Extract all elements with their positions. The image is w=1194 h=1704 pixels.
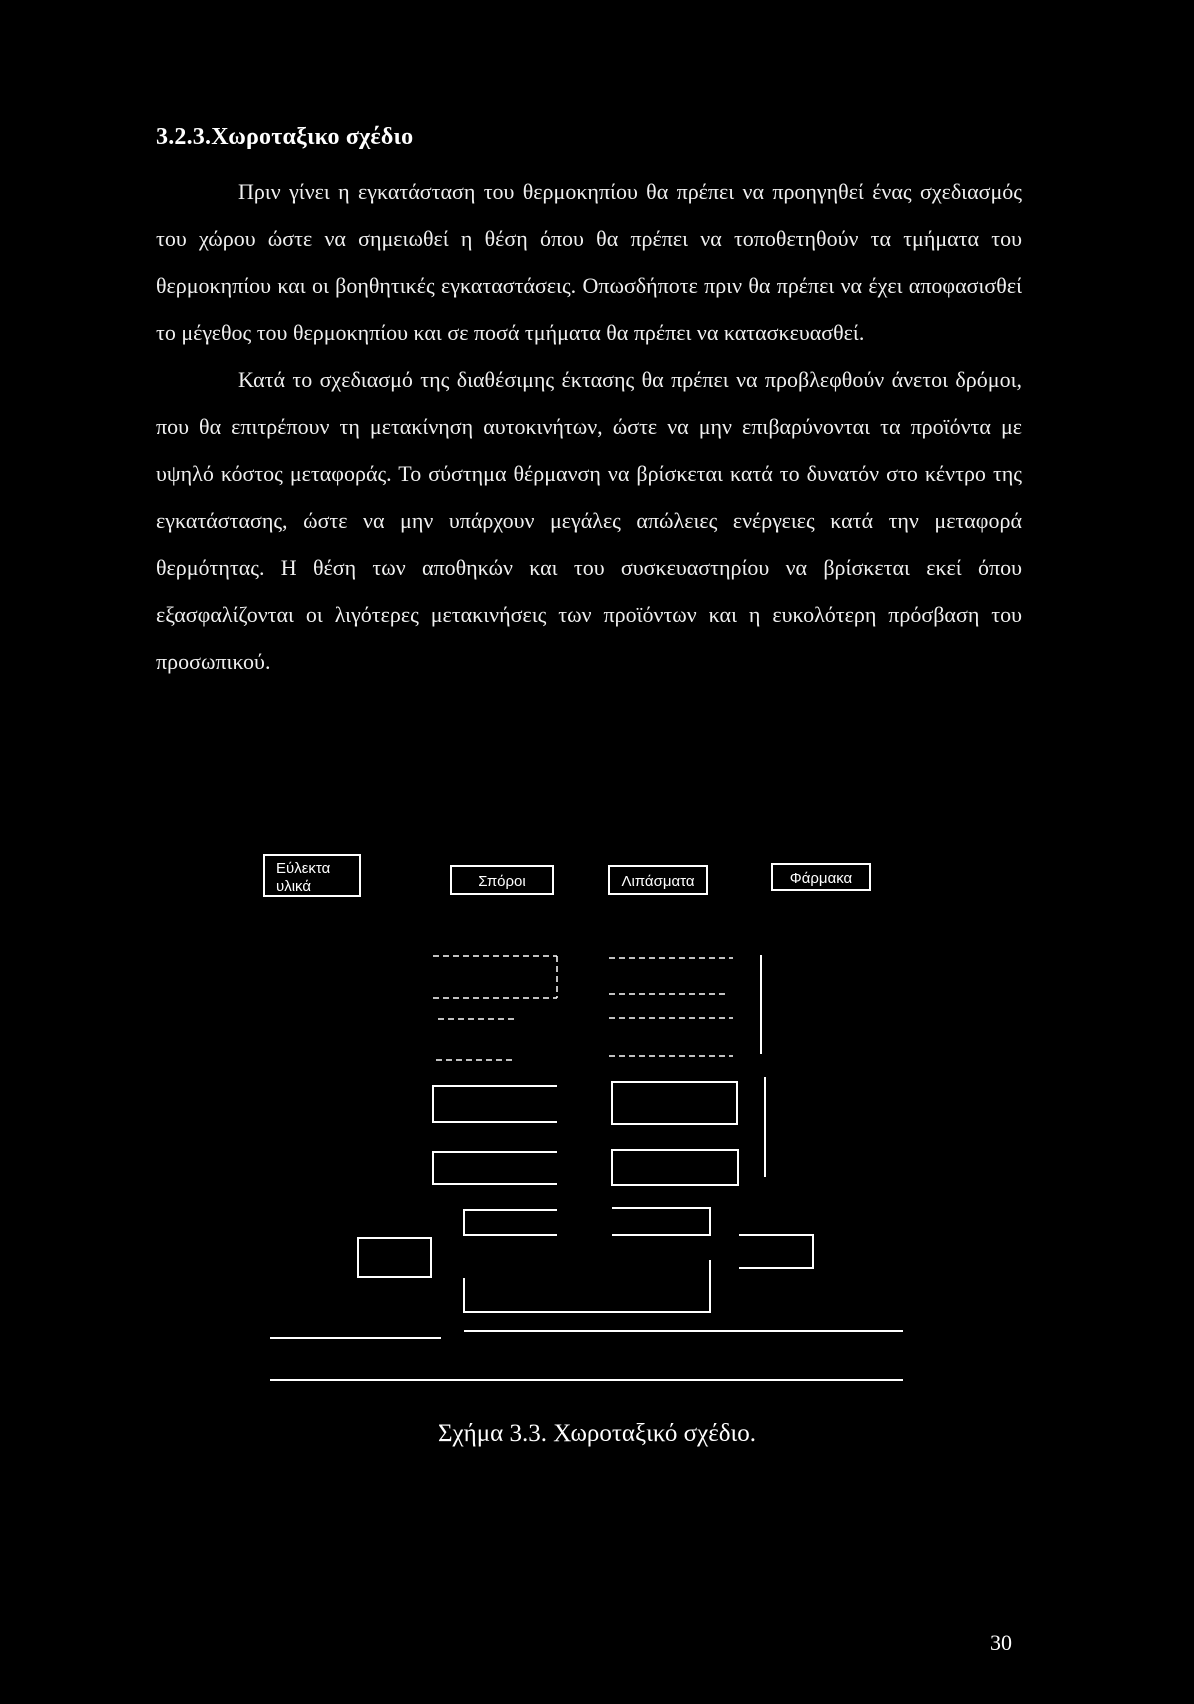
building-7 [464,1260,710,1312]
building-6 [612,1208,710,1235]
label-pesticides: Φάρμακα [789,870,853,887]
building-5 [464,1210,557,1235]
label-fertilizers-line1: Εύλεκτα [276,860,331,877]
building-2 [612,1082,737,1124]
building-4 [612,1150,738,1185]
label-seeds: Σπόροι [478,873,526,890]
label-manures: Λιπάσματα [621,873,695,890]
building-3 [433,1152,557,1184]
building-1 [433,1086,557,1122]
paragraph-1: Πριν γίνει η εγκατάσταση του θερμοκηπίου θα πρέπει να προηγηθεί ένας σχεδιασμός του χώρου ώστε να σημειωθεί η θέση όπου θα πρέπει να τοποθετηθούν τα τμήματα του θερμοκηπίου και οι βοηθητικές εγκαταστάσεις. Οπωσδήποτε πριν θα πρέπει να έχει αποφασισθεί το μέγεθος του θερμοκηπίου και σε ποσά τμήματα θα πρέπει να κατασκευασθεί. [156,179,1022,345]
building-9 [739,1235,813,1268]
page-number: 30 [990,1630,1012,1655]
building-8 [358,1238,431,1277]
label-fertilizers-line2: υλικά [276,878,312,895]
paragraph-2: Κατά το σχεδιασμό της διαθέσιμης έκτασης θα πρέπει να προβλεφθούν άνετοι δρόμοι, που θα επιτρέπουν τη μετακίνηση αυτοκινήτων, ώστε να μην επιβαρύνονται τα προϊόντα με υψηλό κόστος μεταφοράς. Το σύστημα θέρμανση να βρίσκεται κατά το δυνατόν στο κέντρο της εγκατάστασης, ώστε να μην υπάρχουν μεγάλες απώλειες ενέργειες κατά την μεταφορά θερμότητας. Η θέση των αποθηκών και του συσκευαστηρίου να βρίσκεται εκεί όπου εξασφαλίζονται οι λιγότερες μετακινήσεις των προϊόντων και η ευκολότερη πρόσβαση του προσωπικού. [156,367,1022,674]
figure-caption: Σχήμα 3.3. Χωροταξικό σχέδιο. [437,1420,757,1447]
section-heading: 3.2.3.Χωροταξικο σχέδιο [156,124,414,150]
